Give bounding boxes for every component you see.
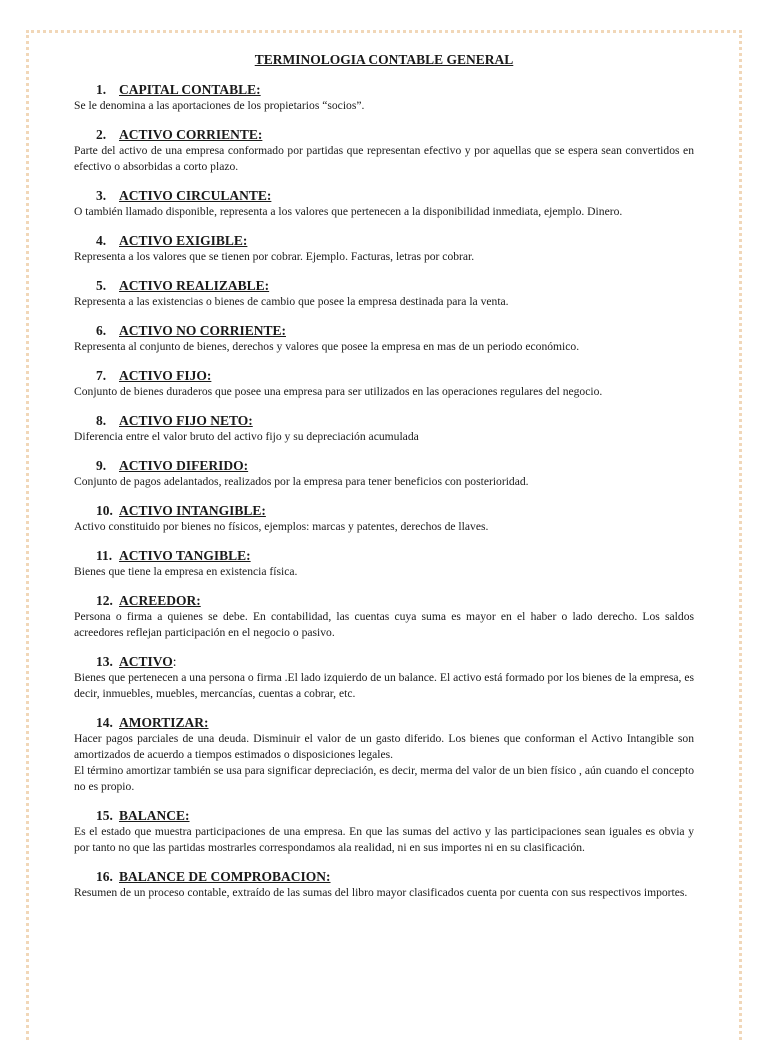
- entry-definition: Representa a las existencias o bienes de cambio que posee la empresa destinada para la venta.: [74, 295, 509, 308]
- entry-number: 1.: [96, 82, 107, 97]
- entry-number: 7.: [96, 368, 107, 383]
- entry-definition: Bienes que tiene la empresa en existencia física.: [74, 565, 298, 578]
- glossary-entry: [74, 592, 694, 641]
- entry-definition: Representa al conjunto de bienes, derechos y valores que posee la empresa en mas de un periodo económico.: [74, 340, 580, 353]
- entry-heading: [96, 592, 694, 609]
- entry-title: BALANCE DE COMPROBACION:: [119, 869, 331, 884]
- entry-definition: Es el estado que muestra participaciones de una empresa. En que las sumas del activo y las participaciones sean iguales es obvia y por tanto no que las partidas mostrarles correspondamos ala realidad, ni en sus importes ni en su clasificación.: [74, 825, 694, 854]
- entry-number: 14.: [96, 715, 113, 730]
- entry-number: 8.: [96, 413, 107, 428]
- document-title: TERMINOLOGIA CONTABLE GENERAL: [254, 52, 514, 67]
- entry-title: ACTIVO NO CORRIENTE:: [119, 323, 286, 338]
- entry-title: ACTIVO CIRCULANTE:: [119, 188, 272, 203]
- entry-number: 11.: [96, 548, 113, 563]
- entry-title: BALANCE:: [119, 808, 190, 823]
- glossary-entry: [74, 653, 694, 702]
- glossary-entry: [74, 547, 694, 580]
- glossary-entry: [74, 81, 694, 114]
- glossary-entry: [74, 126, 694, 175]
- entry-heading: [96, 547, 694, 564]
- entry-title: ACTIVO REALIZABLE:: [119, 278, 270, 293]
- glossary-entry: [74, 412, 694, 445]
- entry-heading: [96, 412, 694, 429]
- entry-number: 4.: [96, 233, 107, 248]
- entry-heading: [96, 277, 694, 294]
- entry-definition: Persona o firma a quienes se debe. En contabilidad, las cuentas cuya suma es mayor en el haber o lado derecho. Los saldos acreedores reflejan participación en el negocio o pasivo.: [74, 610, 694, 639]
- document-body: [74, 52, 694, 913]
- glossary-entry: [74, 277, 694, 310]
- entry-definition: Conjunto de bienes duraderos que posee una empresa para ser utilizados en las operaciones regulares del negocio.: [74, 385, 603, 398]
- entry-title: ACTIVO CORRIENTE:: [119, 127, 263, 142]
- glossary-entry: [74, 807, 694, 856]
- entry-number: 6.: [96, 323, 107, 338]
- entry-heading: [96, 81, 694, 98]
- glossary-entry: [74, 457, 694, 490]
- entry-title: AMORTIZAR:: [119, 715, 209, 730]
- entry-number: 5.: [96, 278, 107, 293]
- entry-heading: [96, 232, 694, 249]
- entry-title: ACTIVO FIJO NETO:: [119, 413, 253, 428]
- entry-title: ACREEDOR:: [119, 593, 201, 608]
- entry-definition: Bienes que pertenecen a una persona o firma .El lado izquierdo de un balance. El activo está formado por los bienes de la empresa, es decir, inmuebles, muebles, mercancías, cuentas a cobrar, etc.: [74, 671, 694, 700]
- entry-definition: Diferencia entre el valor bruto del activo fijo y su depreciación acumulada: [74, 430, 419, 443]
- entry-definition: Representa a los valores que se tienen por cobrar. Ejemplo. Facturas, letras por cobrar.: [74, 250, 475, 263]
- entry-number: 16.: [96, 869, 113, 884]
- entry-definition: Conjunto de pagos adelantados, realizados por la empresa para tener beneficios con posterioridad.: [74, 475, 529, 488]
- entry-heading: [96, 502, 694, 519]
- entry-number: 3.: [96, 188, 107, 203]
- glossary-entry: [74, 367, 694, 400]
- entry-title: ACTIVO TANGIBLE:: [119, 548, 251, 563]
- entry-number: 2.: [96, 127, 107, 142]
- entry-title: ACTIVO FIJO:: [119, 368, 212, 383]
- entry-title: CAPITAL CONTABLE:: [119, 82, 261, 97]
- entry-title-trail: :: [172, 654, 177, 669]
- entry-definition: El término amortizar también se usa para significar depreciación, es decir, merma del valor de un bien físico , aún cuando el concepto no es propio.: [74, 764, 694, 793]
- entry-number: 9.: [96, 458, 107, 473]
- entry-heading: [96, 367, 694, 384]
- entry-definition: Se le denomina a las aportaciones de los propietarios “socios”.: [74, 99, 365, 112]
- entries-list: [74, 81, 694, 901]
- entry-title: ACTIVO DIFERIDO:: [119, 458, 249, 473]
- entry-heading: [96, 187, 694, 204]
- entry-title: ACTIVO EXIGIBLE:: [119, 233, 248, 248]
- glossary-entry: [74, 714, 694, 795]
- entry-heading: [96, 807, 694, 824]
- entry-definition: Activo constituido por bienes no físicos, ejemplos: marcas y patentes, derechos de llaves.: [74, 520, 489, 533]
- entry-definition: O también llamado disponible, representa a los valores que pertenecen a la disponibilidad inmediata, ejemplo. Dinero.: [74, 205, 623, 218]
- entry-heading: [96, 653, 694, 670]
- entry-heading: [96, 322, 694, 339]
- entry-heading: [96, 126, 694, 143]
- entry-heading: [96, 868, 694, 885]
- entry-title: ACTIVO INTANGIBLE:: [119, 503, 266, 518]
- entry-number: 10.: [96, 503, 113, 518]
- glossary-entry: [74, 322, 694, 355]
- entry-definition: Resumen de un proceso contable, extraído de las sumas del libro mayor clasificados cuenta por cuenta con sus respectivos importes.: [74, 886, 688, 899]
- entry-number: 12.: [96, 593, 113, 608]
- entry-number: 15.: [96, 808, 113, 823]
- glossary-entry: [74, 502, 694, 535]
- glossary-entry: [74, 232, 694, 265]
- glossary-entry: [74, 868, 694, 901]
- entry-title: ACTIVO: [119, 654, 173, 669]
- entry-number: 13.: [96, 654, 113, 669]
- glossary-entry: [74, 187, 694, 220]
- entry-definition: Parte del activo de una empresa conformado por partidas que representan efectivo y por aquellas que se espera sean convertidos en efectivo o absorbidas a corto plazo.: [74, 144, 694, 173]
- entry-heading: [96, 457, 694, 474]
- entry-definition: Hacer pagos parciales de una deuda. Disminuir el valor de un gasto diferido. Los bienes que conforman el Activo Intangible son amortizados de acuerdo a tiempos estimados o disposiciones legales.: [74, 732, 694, 761]
- entry-heading: [96, 714, 694, 731]
